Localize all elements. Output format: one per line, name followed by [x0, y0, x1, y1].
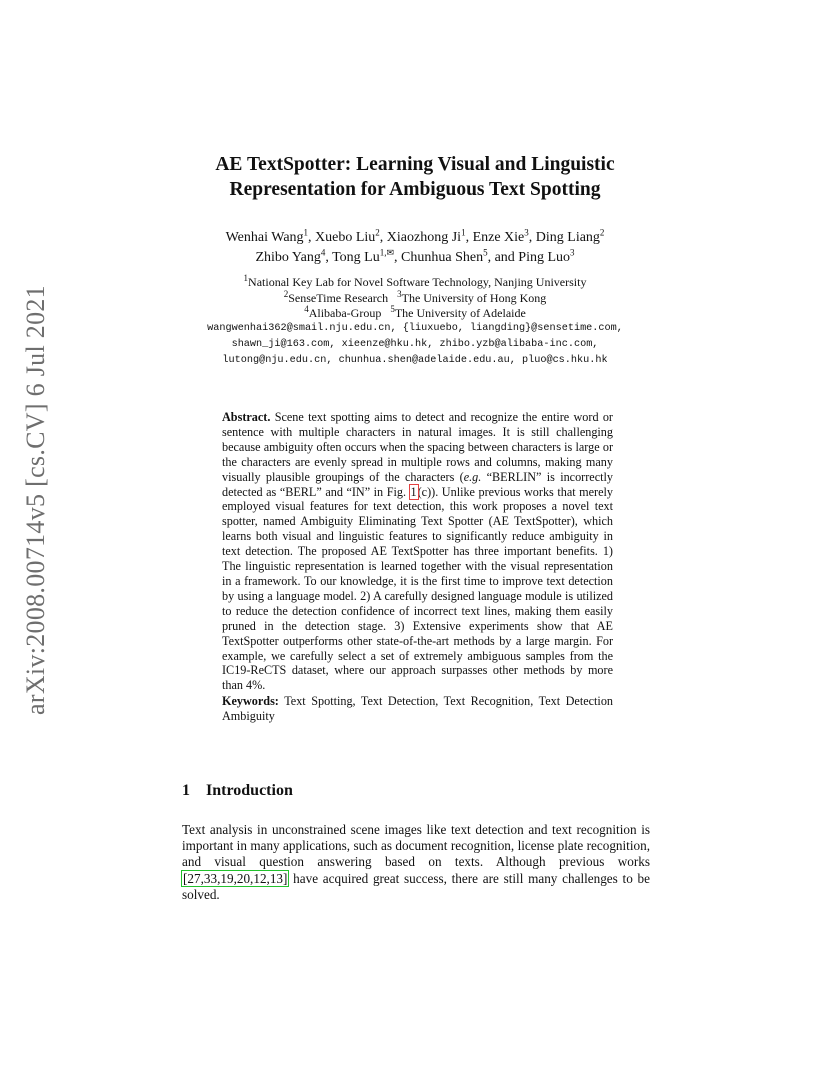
email-list: [150, 321, 680, 369]
citation-link[interactable]: 13: [269, 870, 284, 886]
author-list: [150, 228, 680, 268]
section-number: 1: [182, 782, 190, 799]
keywords: [222, 694, 613, 724]
email-address[interactable]: shawn_ji@163.com,: [231, 339, 336, 350]
paper-title: [160, 152, 670, 202]
abstract-text: e.g.: [463, 469, 482, 484]
author-name: Enze Xie: [472, 230, 525, 245]
affiliation-list: [150, 275, 680, 322]
keywords-text: Text Spotting, Text Detection, Text Recognition, Text Detection Ambiguity: [222, 694, 614, 723]
title-line-2: Representation for Ambiguous Text Spotting: [229, 179, 601, 200]
email-address[interactable]: pluo@cs.hku.hk: [522, 355, 608, 366]
arxiv-identifier-stamp: arXiv:2008.00714v5 [cs.CV] 6 Jul 2021: [21, 285, 50, 715]
affil-marker: 4: [304, 304, 309, 314]
abstract-label: Abstract.: [222, 410, 271, 424]
section-title: Introduction: [206, 782, 293, 799]
affiliation: National Key Lab for Novel Software Technology, Nanjing University: [248, 275, 587, 289]
author-affil-marker: 1: [303, 227, 309, 238]
title-line-1: AE TextSpotter: Learning Visual and Linguistic: [215, 154, 615, 175]
author-name: Xiaozhong Ji: [386, 230, 462, 245]
email-line-2: [150, 337, 680, 353]
author-name: Chunhua Shen: [401, 250, 484, 265]
affiliation: The University of Adelaide: [394, 306, 526, 320]
author-line-1: Wenhai Wang$^1$, Xuebo Liu$^2$, Xiaozhong Ji$^1$, Enze Xie$^3$, Ding Liang$^2$: [225, 227, 605, 245]
envelope-icon: ✉: [386, 247, 395, 258]
email-address[interactable]: zhibo.yzb@alibaba-inc.com,: [439, 339, 599, 350]
email-address[interactable]: wangwenhai362@smail.nju.edu.cn,: [207, 323, 397, 334]
author-affil-marker: 1: [461, 227, 466, 238]
author-name: Ding Liang: [535, 230, 600, 245]
abstract-text: Scene text spotting aims to detect and recognize the entire word or sentence with multiple characters in natural images. It is still challenging because ambiguity often occurs when the spacing between characters is large or the characters are evenly spread in multiple rows and columns, making many visually plausible groupings of the characters (: [222, 410, 613, 484]
email-address[interactable]: xieenze@hku.hk,: [341, 339, 434, 350]
email-line-1: [150, 321, 680, 337]
keywords-label: Keywords:: [222, 694, 279, 708]
author-line-2: Zhibo Yang$^4$, Tong $Lu^{1,✉}$, Chunhua Shen$^5$, and Ping Luo$^3$: [255, 247, 575, 265]
author-affil-marker: 5: [483, 247, 488, 258]
affil-marker: 1: [243, 273, 249, 283]
affiliation: SenseTime Research: [288, 290, 389, 305]
citation-link[interactable]: 33: [203, 870, 218, 886]
email-address[interactable]: {liuxuebo, liangding}@sensetime.com,: [402, 323, 623, 334]
author-name: Wenhai Wang: [225, 230, 304, 245]
author-affil-marker: 2: [375, 227, 380, 238]
body-text: Text analysis in unconstrained scene images like text detection and text recognition is important in many applications, such as document recognition, license plate recognition, and visual question answering based on texts. Although previous works: [182, 822, 650, 870]
author-affil-marker: 3: [524, 227, 529, 238]
author-name: Zhibo Yang: [255, 250, 321, 265]
body-text: have acquired great success, there are still many challenges to be solved.: [182, 870, 650, 902]
citation-link[interactable]: 12: [253, 870, 267, 886]
citation-link[interactable]: 20: [236, 870, 251, 886]
email-address[interactable]: lutong@nju.edu.cn,: [222, 355, 333, 366]
introduction-paragraph: [182, 822, 650, 903]
author-affil-marker: 4: [320, 247, 326, 258]
author-affil-marker: 3: [570, 247, 575, 258]
email-address[interactable]: chunhua.shen@adelaide.edu.au,: [338, 355, 516, 366]
author-name: Xuebo Liu: [315, 230, 376, 245]
abstract-text: “BERLIN” is incorrectly detected as “BERL” and “IN” in Fig.: [222, 469, 613, 499]
affiliation: Alibaba-Group: [308, 306, 382, 320]
citation-link[interactable]: 19: [220, 870, 234, 886]
abstract-text: (c)). Unlike previous works that merely employed visual features for text detection, this work proposes a novel text spotter, named Ambiguity Eliminating Text Spotter (AE TextSpotter), which learns both visual and linguistic features to significantly reduce ambiguity in text detection. The proposed AE TextSpotter has three important benefits. 1) The linguistic representation is learned together with the visual representation in a framework. To our knowledge, it is the first time to improve text detection by using a language model. 2) A carefully designed language module is utilized to reduce the detection confidence of incorrect text lines, making them easily pruned in the detection stage. 3) Extensive experiments show that AE TextSpotter outperforms other state-of-the-art methods by a large margin. For example, we carefully select a set of extremely ambiguous samples from the IC19-ReCTS dataset, where our approach surpasses other methods by more than 4%.: [222, 484, 613, 693]
affil-marker: 3: [397, 288, 402, 299]
citation-group: [27,33,19,20,12,13]: [183, 870, 288, 886]
author-affil-marker: 2: [599, 227, 605, 238]
figure-reference-link[interactable]: 1: [410, 484, 417, 499]
citation-link[interactable]: 27: [187, 870, 201, 886]
section-heading-introduction: [182, 782, 293, 800]
affil-marker: 5: [390, 304, 395, 314]
affiliation: The University of Hong Kong: [401, 290, 547, 305]
abstract: [222, 410, 613, 693]
affiliation-line-1: [150, 275, 680, 291]
affil-marker: 2: [283, 288, 289, 299]
email-line-3: [150, 353, 680, 369]
affiliation-line-3: [150, 306, 680, 322]
author-name: Tong Lu: [332, 250, 380, 265]
author-affil-marker: 1,: [379, 247, 387, 258]
affiliation-line-2: [150, 288, 680, 307]
author-name: Ping Luo: [518, 250, 571, 265]
